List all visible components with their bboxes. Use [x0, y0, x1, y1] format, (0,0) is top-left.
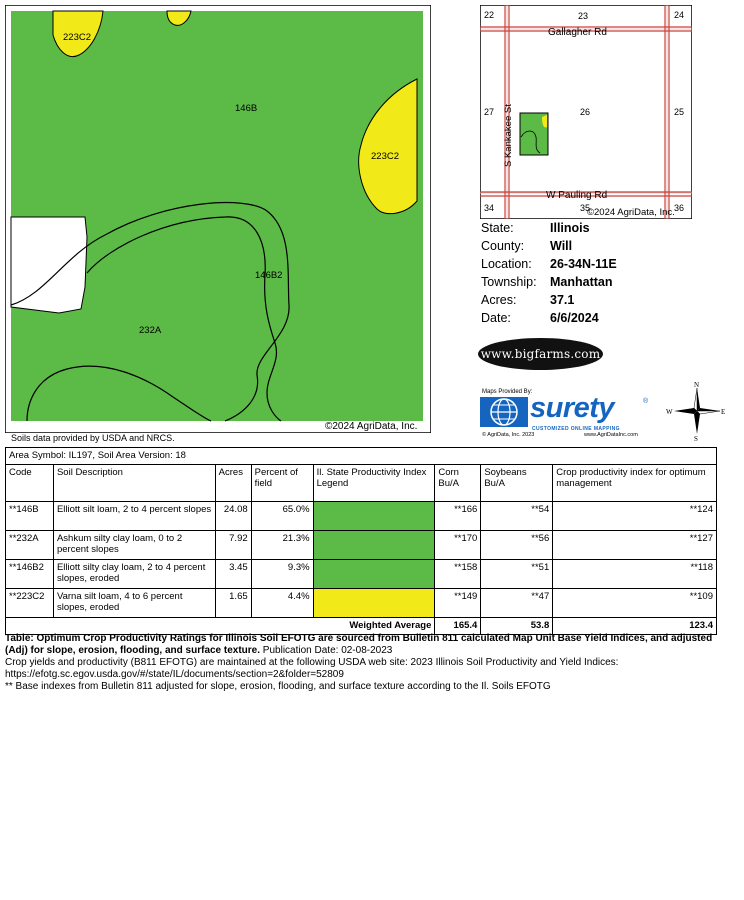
weighted-average-label: Weighted Average: [6, 618, 435, 635]
info-row-acres: [481, 291, 617, 309]
info-row-township: [481, 273, 617, 291]
cell-description: Varna silt loam, 4 to 6 percent slopes, eroded: [53, 589, 215, 618]
header-soybeans: Soybeans Bu/A: [481, 465, 553, 502]
compass-e: E: [721, 408, 726, 416]
info-row-state: [481, 219, 617, 237]
cell-productivity-index: **118: [553, 560, 717, 589]
surety-logo[interactable]: [480, 386, 660, 440]
info-key: Location:: [481, 257, 532, 271]
compass-w: W: [666, 408, 673, 416]
info-key: Township:: [481, 275, 537, 289]
info-value: Illinois: [550, 221, 590, 235]
section-22: 22: [484, 10, 495, 20]
table-row: [6, 502, 717, 531]
info-value: 37.1: [550, 293, 575, 307]
non-field-area: [11, 217, 87, 313]
cell-soybeans: **51: [481, 560, 553, 589]
cell-acres: 1.65: [215, 589, 251, 618]
legend-swatch: [313, 560, 435, 589]
cell-code: **146B2: [6, 560, 54, 589]
cell-corn: **166: [435, 502, 481, 531]
soil-unit-146b-area: [11, 11, 423, 421]
cell-corn: **149: [435, 589, 481, 618]
cell-description: Ashkum silty clay loam, 0 to 2 percent slopes: [53, 531, 215, 560]
compass-rose-icon: [666, 380, 728, 442]
cell-corn: **158: [435, 560, 481, 589]
info-row-location: [481, 255, 617, 273]
note-publication-date: Publication Date: 02-08-2023: [260, 645, 393, 656]
map-label-223c2-a: 223C2: [63, 32, 91, 43]
area-symbol: Area Symbol: IL197, Soil Area Version: 18: [6, 448, 717, 465]
info-value: 26-34N-11E: [550, 257, 617, 271]
cell-code: **223C2: [6, 589, 54, 618]
cell-soybeans: **56: [481, 531, 553, 560]
road-name-gallagher: Gallagher Rd: [548, 27, 607, 38]
legend-swatch: [313, 589, 435, 618]
soils-data-note: Soils data provided by USDA and NRCS.: [11, 433, 175, 443]
surety-wordmark: surety: [530, 392, 615, 424]
locator-credit: ©2024 AgriData, Inc.: [587, 207, 675, 218]
section-23: 23: [578, 11, 589, 21]
info-key: Acres:: [481, 293, 517, 307]
compass-s: S: [694, 435, 698, 442]
note-usda-site: Crop yields and productivity (B811 EFOTG) are maintained at the following USDA web site: 2023 Illinois Soil Productivity and Yield Indices: https://efotg.sc.egov.usda.gov/#/state/IL/documents/section=2&folder=52809: [5, 657, 619, 680]
cell-percent: 4.4%: [251, 589, 313, 618]
weighted-average-row: [6, 618, 717, 635]
section-24: 24: [674, 10, 685, 20]
table-row: [6, 589, 717, 618]
info-key: County:: [481, 239, 525, 253]
globe-icon: [480, 397, 528, 427]
info-row-date: [481, 309, 617, 327]
map-label-146b2: 146B2: [255, 270, 283, 281]
map-label-146b: 146B: [235, 103, 258, 114]
map-label-232a: 232A: [139, 325, 162, 336]
header-soil-description: Soil Description: [53, 465, 215, 502]
section-27: 27: [484, 107, 495, 117]
surety-tagline: CUSTOMIZED ONLINE MAPPING: [532, 426, 620, 432]
info-value: Will: [550, 239, 573, 253]
area-symbol-row: [6, 448, 717, 465]
road-name-kankakee: S Kankakee St: [503, 104, 514, 167]
avg-corn: 165.4: [435, 618, 481, 635]
section-35: 35: [580, 203, 591, 213]
avg-productivity-index: 123.4: [553, 618, 717, 635]
agridata-website[interactable]: www.AgriDataInc.com: [584, 432, 638, 438]
table-row: [6, 531, 717, 560]
cell-corn: **170: [435, 531, 481, 560]
header-legend: Il. State Productivity Index Legend: [313, 465, 435, 502]
locator-map[interactable]: [480, 5, 692, 219]
note-source: [5, 633, 723, 657]
cell-percent: 65.0%: [251, 502, 313, 531]
section-26: 26: [580, 107, 591, 117]
info-value: Manhattan: [550, 275, 613, 289]
surety-copyright: © AgriData, Inc. 2023: [482, 432, 535, 438]
section-34: 34: [484, 203, 495, 213]
note-base-indexes: ** Base indexes from Bulletin 811 adjusted for slope, erosion, flooding, and surface texture according to the Il. Soils EFOTG: [5, 681, 551, 692]
cell-productivity-index: **124: [553, 502, 717, 531]
header-acres: Acres: [215, 465, 251, 502]
header-productivity-index: Crop productivity index for optimum management: [553, 465, 717, 502]
header-percent: Percent of field: [251, 465, 313, 502]
cell-acres: 3.45: [215, 560, 251, 589]
info-row-county: [481, 237, 617, 255]
soil-map[interactable]: [5, 5, 431, 433]
header-code: Code: [6, 465, 54, 502]
property-info: [481, 219, 617, 327]
section-36: 36: [674, 203, 685, 213]
avg-soybeans: 53.8: [481, 618, 553, 635]
table-notes: [5, 633, 723, 693]
table-row: [6, 560, 717, 589]
cell-percent: 21.3%: [251, 531, 313, 560]
maps-provided-by: Maps Provided By:: [482, 389, 533, 395]
cell-code: **146B: [6, 502, 54, 531]
legend-swatch: [313, 502, 435, 531]
cell-soybeans: **54: [481, 502, 553, 531]
cell-percent: 9.3%: [251, 560, 313, 589]
cell-acres: 7.92: [215, 531, 251, 560]
cell-description: Elliott silt loam, 2 to 4 percent slopes: [53, 502, 215, 531]
compass-n: N: [694, 381, 700, 389]
cell-code: **232A: [6, 531, 54, 560]
legend-swatch: [313, 531, 435, 560]
road-name-pauling: W Pauling Rd: [546, 190, 608, 201]
info-key: Date:: [481, 311, 511, 325]
cell-productivity-index: **127: [553, 531, 717, 560]
soil-productivity-table: [5, 447, 717, 635]
cell-productivity-index: **109: [553, 589, 717, 618]
table-header-row: [6, 465, 717, 502]
note-source-bold: Table: Optimum Crop Productivity Ratings for Illinois Soil EFOTG are sourced from Bulletin 811 calculated Map Unit Base Yield Indices, and adjusted (Adj) for slope, erosion, flooding, and surface texture.: [5, 633, 713, 656]
section-25: 25: [674, 107, 685, 117]
cell-acres: 24.08: [215, 502, 251, 531]
header-corn: Corn Bu/A: [435, 465, 481, 502]
cell-soybeans: **47: [481, 589, 553, 618]
info-key: State:: [481, 221, 514, 235]
map-credit: ©2024 AgriData, Inc.: [325, 421, 418, 432]
cell-description: Elliott silty clay loam, 2 to 4 percent slopes, eroded: [53, 560, 215, 589]
info-value: 6/6/2024: [550, 311, 599, 325]
map-label-223c2-b: 223C2: [371, 151, 399, 162]
bigfarms-logo-link[interactable]: www.bigfarms.com: [478, 338, 603, 370]
registered-mark: ®: [643, 398, 649, 405]
